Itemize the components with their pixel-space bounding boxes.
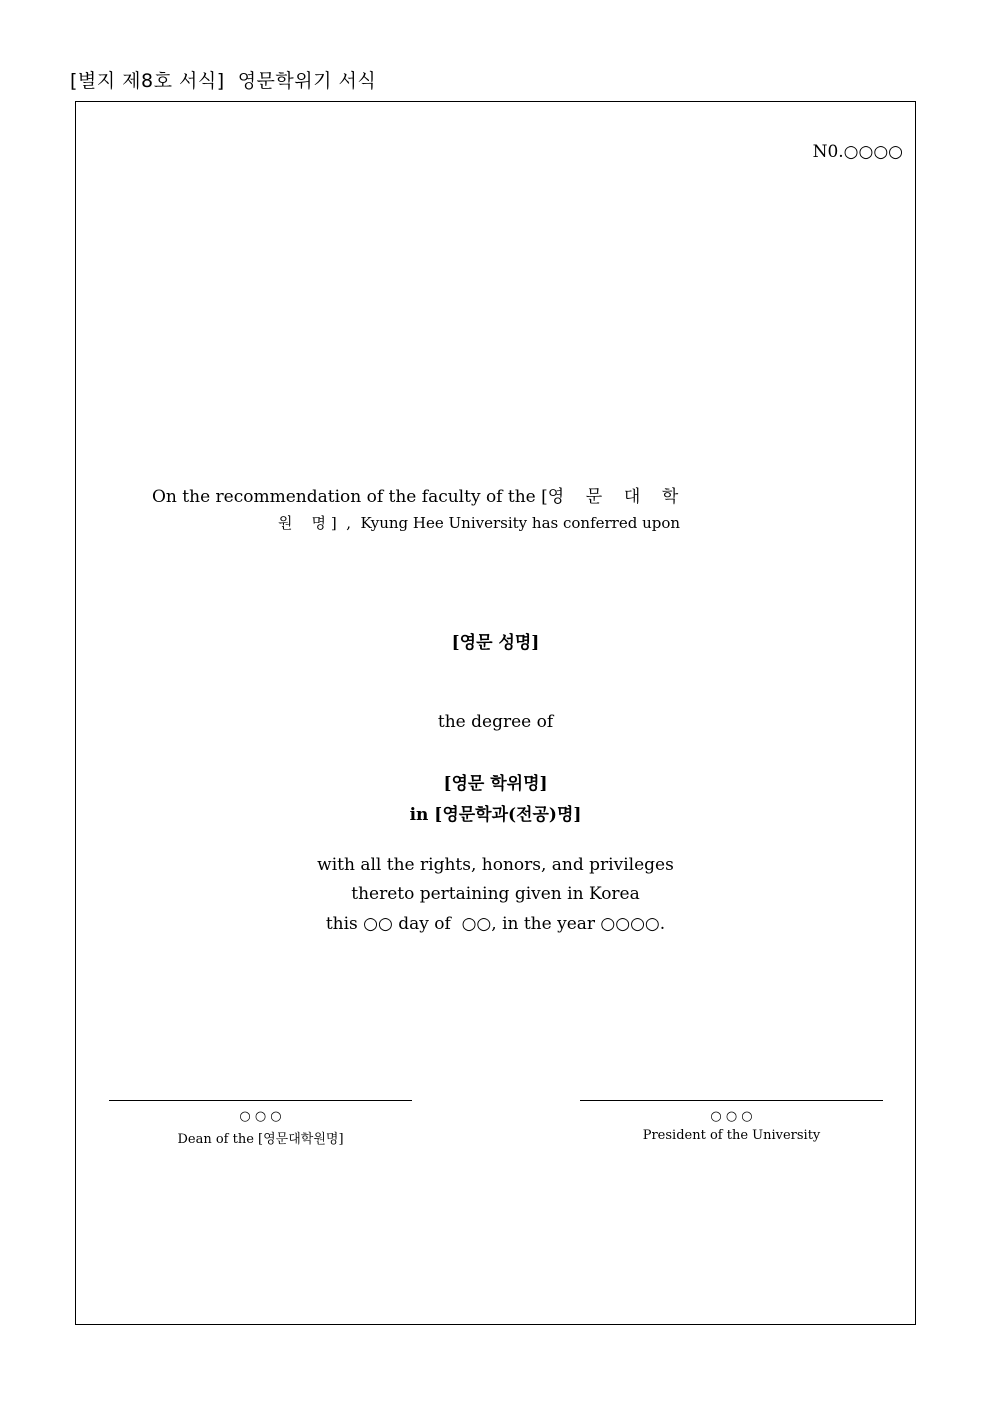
president-signature-line bbox=[580, 1100, 883, 1101]
rights-line-1: with all the rights, honors, and privileges bbox=[317, 855, 674, 875]
serial-number: N0.○○○○ bbox=[812, 142, 903, 162]
dean-name: ○ ○ ○ bbox=[239, 1109, 282, 1124]
recommendation-line-1: On the recommendation of the faculty of the [영 문 대 학 bbox=[152, 487, 679, 507]
rights-line-2: thereto pertaining given in Korea bbox=[351, 884, 640, 904]
rights-line-3: this ○○ day of ○○, in the year ○○○○. bbox=[325, 914, 666, 934]
recipient-name: [영문 성명] bbox=[451, 633, 540, 653]
president-title: President of the University bbox=[642, 1128, 821, 1143]
dean-signature-line bbox=[109, 1100, 412, 1101]
dean-signature-block bbox=[109, 1100, 412, 1147]
dean-title: Dean of the [영문대학원명] bbox=[177, 1132, 344, 1147]
degree-intro: the degree of bbox=[437, 712, 554, 732]
degree-name: [영문 학위명] bbox=[443, 774, 548, 794]
diploma-frame bbox=[75, 101, 916, 1325]
major-name: in [영문학과(전공)명] bbox=[409, 805, 582, 825]
recommendation-line-2: 원 명 ] , Kyung Hee University has conferred upon bbox=[278, 514, 681, 532]
president-name: ○ ○ ○ bbox=[710, 1109, 753, 1124]
president-signature-block bbox=[580, 1100, 883, 1143]
form-header: [별지 제8호 서식] 영문학위기 서식 bbox=[70, 70, 377, 92]
